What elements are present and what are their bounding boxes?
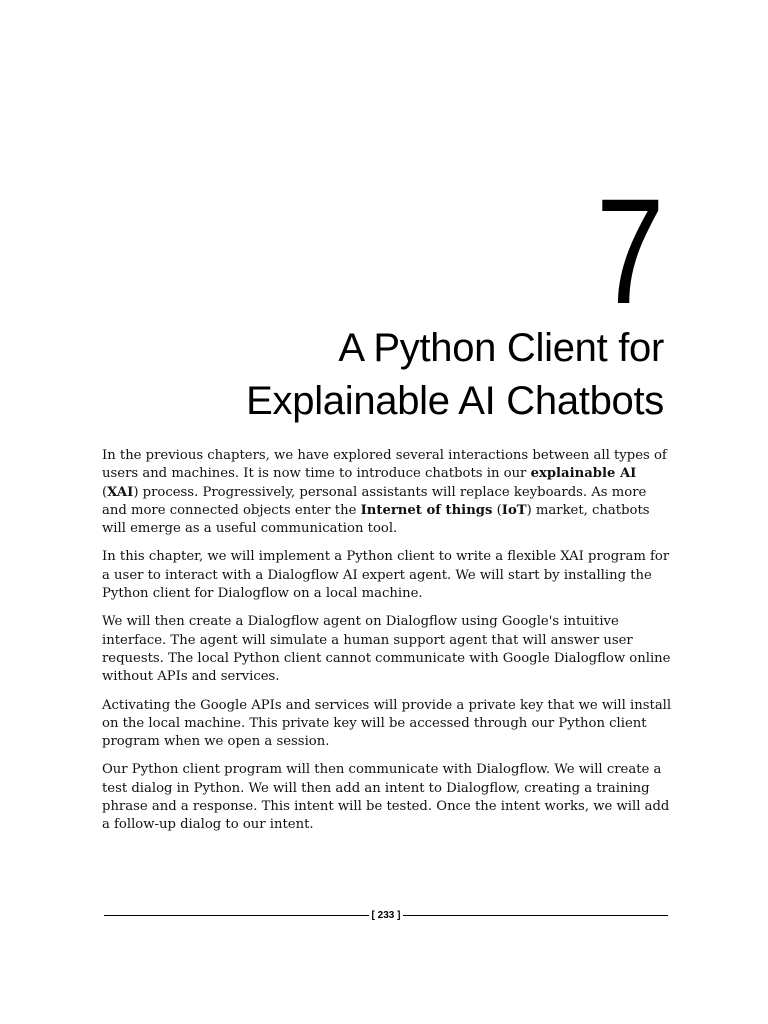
paragraph-intro (102, 447, 672, 538)
paragraph-text: ( (492, 502, 502, 518)
footer-rule-left (104, 915, 369, 916)
chapter-body (102, 447, 672, 845)
paragraph-python-client: Our Python client program will then communicate with Dialogflow. We will create a test dialog in Python. We will then add an intent to Dialogflow, creating a training phrase and a response. This intent will be tested. Once the intent works, we will add a follow-up dialog to our intent. (102, 762, 670, 833)
paragraph-text: ( (102, 484, 108, 500)
paragraph-google-apis: Activating the Google APIs and services will provide a private key that we will install on the local machine. This private key will be accessed through our Python client program when we open a session. (102, 697, 672, 750)
paragraph-text: ) market, chatbots will emerge as a useful communication tool. (102, 502, 650, 537)
footer-rule-right (403, 915, 668, 916)
term-iot: IoT (501, 502, 527, 518)
paragraph-text: In the previous chapters, we have explored several interactions between all types of users and machines. It is now time to introduce chatbots in our (102, 448, 667, 482)
paragraph-dialogflow-agent: We will then create a Dialogflow agent on Dialogflow using Google's intuitive interface. The agent will simulate a human support agent that will answer user requests. The local Python client cannot communicate with Google Dialogflow online without APIs and services. (102, 614, 671, 685)
chapter-title-line-2: Explainable AI Chatbots (246, 379, 664, 423)
term-xai: XAI (107, 484, 134, 500)
term-internet-of-things: Internet of things (360, 502, 493, 518)
page-footer (104, 906, 668, 924)
paragraph-chapter-plan: In this chapter, we will implement a Python client to write a flexible XAI program for a user to interact with a Dialogflow AI expert agent. We will start by installing the Python client for Dialogflow on a local machine. (102, 549, 670, 602)
chapter-title (104, 322, 664, 428)
paragraph-text: ) process. Progressively, personal assistants will replace keyboards. As more and more connected objects enter the (102, 484, 647, 518)
page-number: [ 233 ] (371, 909, 401, 921)
chapter-title-line-1: A Python Client for (338, 326, 664, 370)
term-explainable-ai: explainable AI (530, 466, 637, 482)
chapter-number: 7 (595, 167, 664, 335)
